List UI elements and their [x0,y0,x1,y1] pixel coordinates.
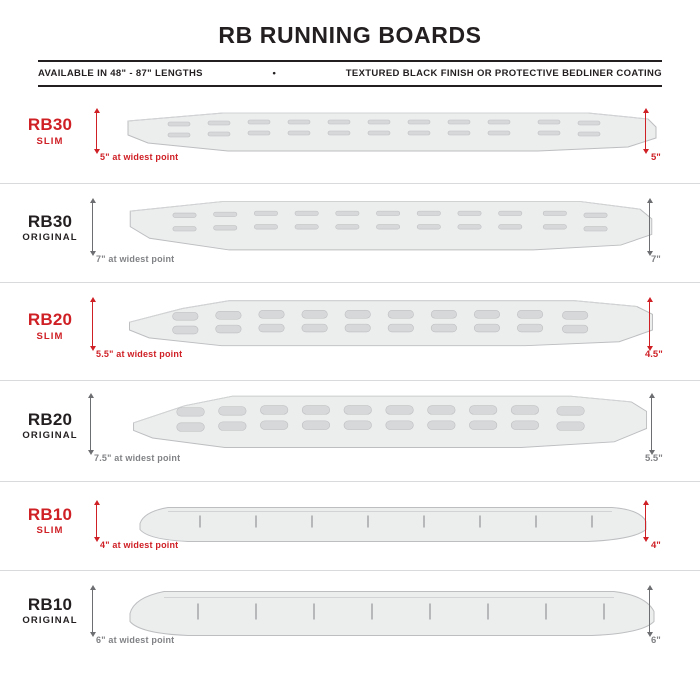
board-figure-rb30-original [100,184,700,282]
left-dimension-line [92,589,93,633]
right-dimension-label: 5" [651,152,661,163]
arrow-up-icon [647,585,653,590]
model-name: RB20 [27,409,73,429]
arrow-down-icon [88,450,94,455]
arrow-up-icon [88,393,94,398]
arrow-up-icon [94,108,100,113]
right-dimension-line [645,112,646,150]
board-figure-rb30-slim [100,90,700,183]
arrow-down-icon [90,251,96,256]
row-label-rb30-original [0,184,100,282]
arrow-down-icon [94,537,100,542]
subtitle-lengths: AVAILABLE IN 48" - 87" LENGTHS [38,68,203,79]
left-dimension-label: 5.5" at widest point [96,349,183,359]
model-name: RB20 [27,310,73,330]
arrow-up-icon [647,297,653,302]
model-name: RB10 [27,594,73,614]
arrow-down-icon [90,632,96,637]
board-figure-rb10-original [100,571,700,661]
table-row [0,571,700,661]
left-dimension-line [90,397,91,451]
right-dimension-label: 7" [651,254,661,265]
model-name: RB30 [27,211,73,231]
left-dimension-line [96,112,97,150]
model-variant: ORIGINAL [22,615,78,627]
left-dimension-label: 4" at widest point [100,540,179,550]
right-dimension-label: 4" [651,540,661,551]
board-illustration [108,90,674,185]
arrow-down-icon [643,149,649,154]
header-divider-bottom [38,85,662,87]
board-figure-rb20-slim [100,283,700,380]
header [0,0,700,87]
left-dimension-line [92,202,93,252]
arrow-up-icon [90,585,96,590]
left-dimension-line [96,504,97,538]
arrow-down-icon [94,149,100,154]
subtitle-finish: TEXTURED BLACK FINISH OR PROTECTIVE BEDLINER COATING [345,68,662,79]
left-dimension-label: 7" at widest point [96,254,175,264]
model-name: RB10 [27,504,73,524]
left-dimension-line [92,301,93,347]
arrow-down-icon [90,346,96,351]
left-dimension-label: 6" at widest point [96,635,175,645]
right-dimension-label: 6" [651,635,661,646]
model-name: RB30 [27,115,73,135]
table-row [0,90,700,184]
row-label-rb20-slim [0,283,100,380]
header-divider-top [38,60,662,62]
page-title: RB RUNNING BOARDS [218,22,482,48]
arrow-up-icon [647,198,653,203]
model-variant: SLIM [36,330,64,342]
left-dimension-label: 7.5" at widest point [94,453,181,463]
row-label-rb30-slim [0,90,100,183]
model-variant: ORIGINAL [22,232,78,244]
model-variant: ORIGINAL [22,430,78,442]
right-dimension-line [651,397,652,451]
right-dimension-line [649,202,650,252]
arrow-down-icon [643,537,649,542]
table-row [0,381,700,482]
right-dimension-line [649,301,650,347]
arrow-up-icon [90,297,96,302]
table-row [0,184,700,283]
row-label-rb10-slim [0,482,100,570]
arrow-up-icon [649,393,655,398]
right-dimension-line [645,504,646,538]
right-dimension-label: 4.5" [645,349,663,360]
right-dimension-label: 5.5" [645,453,663,464]
model-variant: SLIM [36,135,64,147]
board-illustration [108,184,674,279]
arrow-up-icon [643,500,649,505]
board-figure-rb10-slim [100,482,700,570]
board-illustration [108,283,674,378]
header-subtitle [38,68,662,79]
arrow-up-icon [90,198,96,203]
subtitle-separator: • [272,68,277,79]
model-variant: SLIM [36,525,64,537]
board-illustration [108,381,674,476]
board-rows [0,90,700,661]
arrow-up-icon [643,108,649,113]
board-figure-rb20-original [100,381,700,481]
arrow-up-icon [94,500,100,505]
right-dimension-line [649,589,650,633]
table-row [0,283,700,381]
row-label-rb10-original [0,571,100,661]
left-dimension-label: 5" at widest point [100,152,179,162]
table-row [0,482,700,571]
board-illustration [108,482,674,577]
board-illustration [108,571,674,666]
row-label-rb20-original [0,381,100,481]
